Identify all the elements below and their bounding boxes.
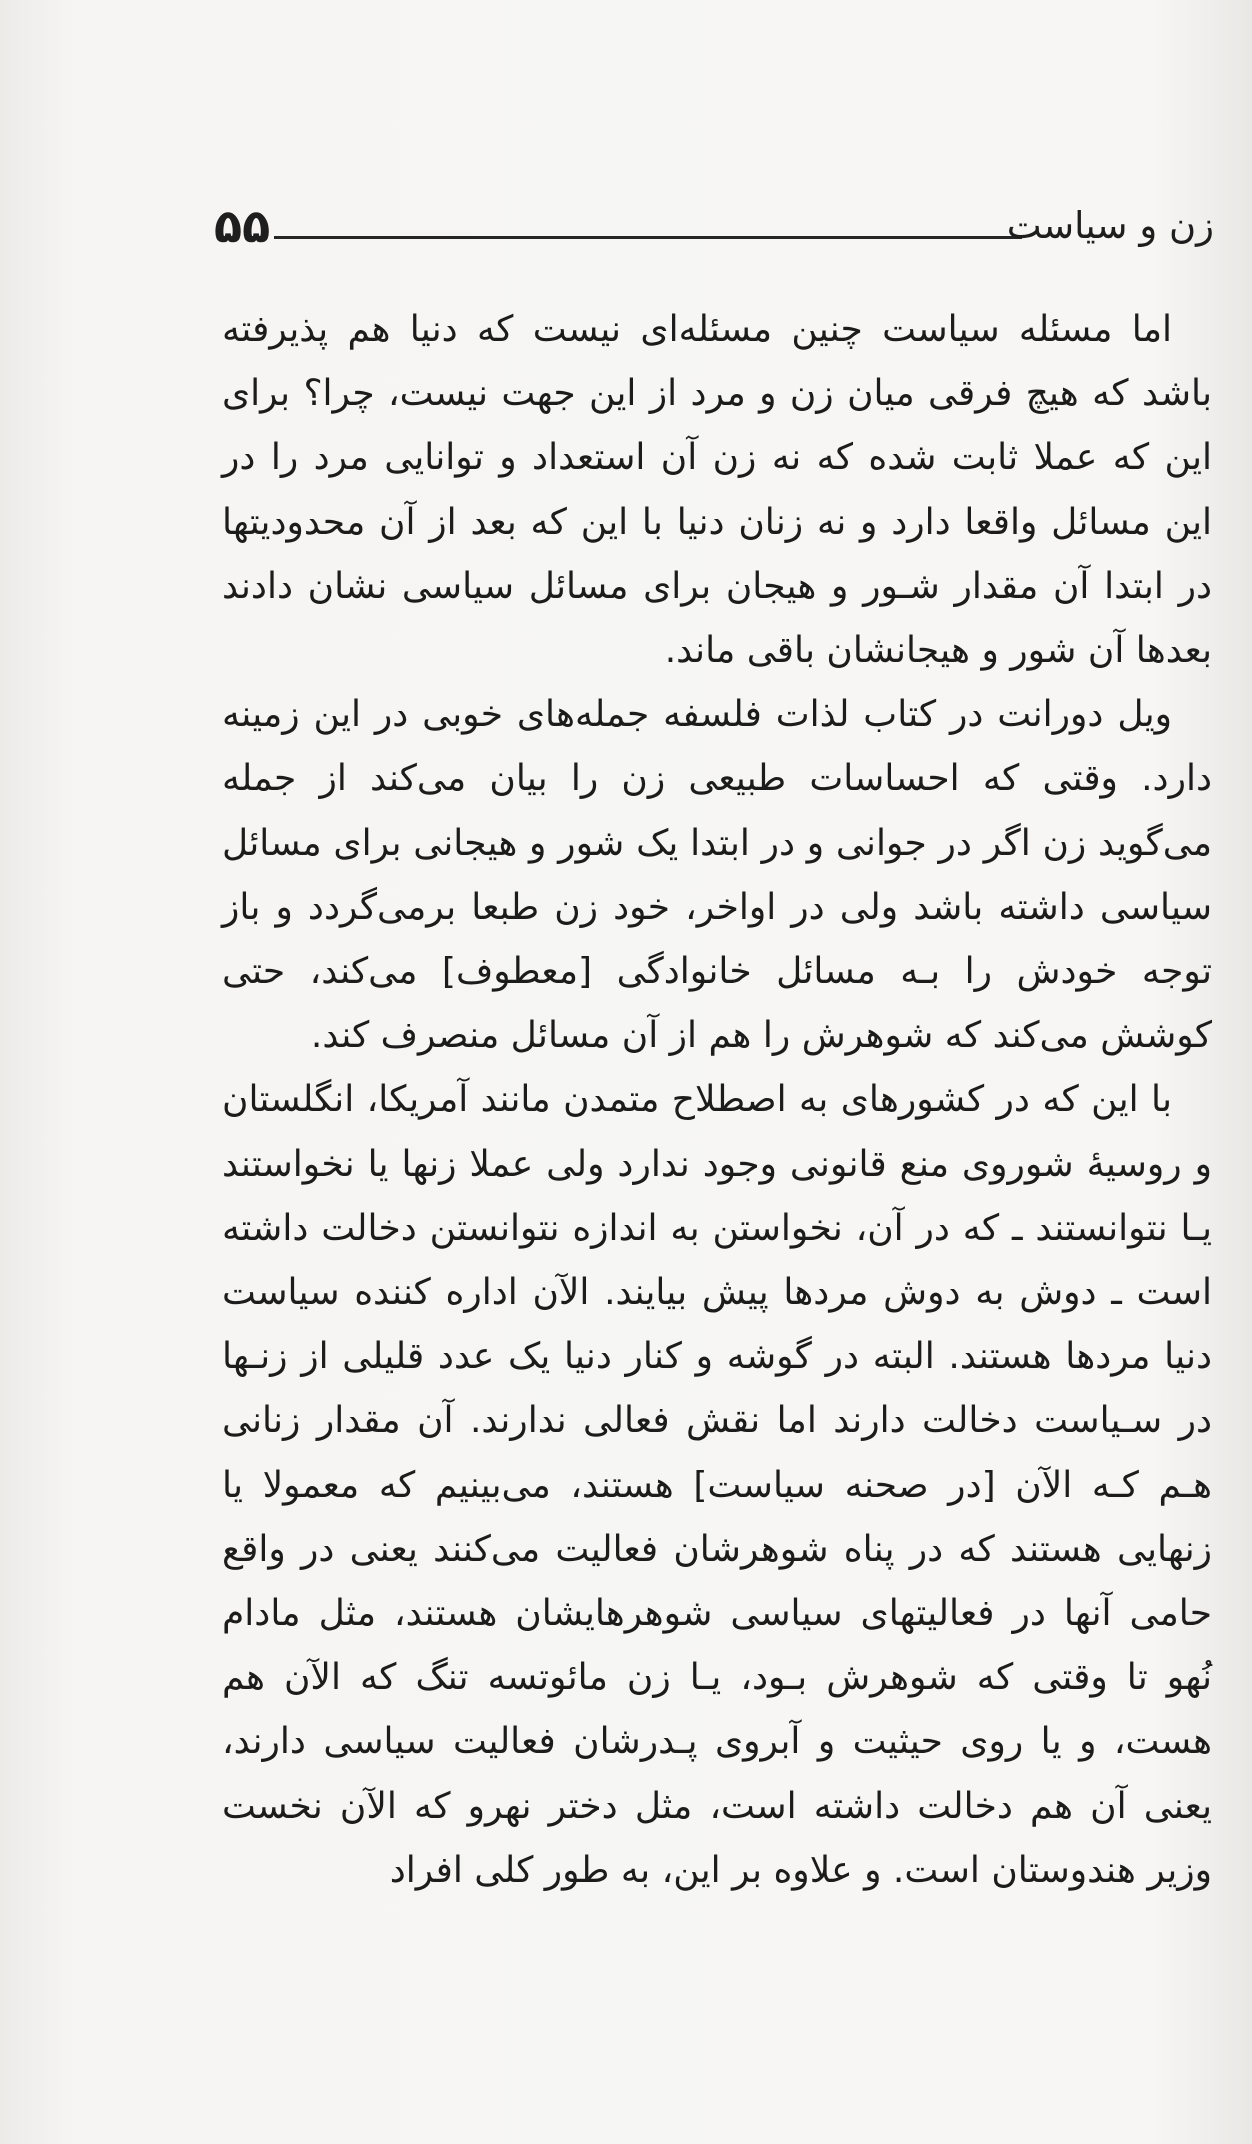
paragraph-2: ویل دورانت در کتاب لذات فلسفه جمله‌های خوبی در این زمینه دارد. وقتی که احساسات طبیعی زن را بیان می‌کند از جمله می‌گوید زن اگر در جوانی و در ابتدا یک شور و هیجانی برای مسائل سیاسی داشته باشد ولی در اواخر، خود زن طبعا برمی‌گردد و باز توجه خودش را بـه مسائل خانوادگی [معطوف] می‌کند، حتی کوشش می‌کند که شوهرش را هم از آن مسائل منصرف کند. — [222, 694, 1212, 1057]
header-rule — [274, 236, 1022, 239]
page-number: ۵۵ — [214, 199, 271, 253]
body-text — [222, 298, 1212, 1903]
running-title: زن و سیاست — [1006, 204, 1214, 247]
page-header — [214, 196, 1214, 266]
paragraph-3: با این که در کشورهای به اصطلاح متمدن مانند آمریکا، انگلستان و روسیهٔ شوروی منع قانونی وجود ندارد ولی عملا زنها یا نخواستند یـا نتوانستند ـ که در آن، نخواستن به اندازه نتوانستن دخالت داشته است ـ دوش به دوش مردها پیش بیایند. الآن اداره کننده سیاست دنیا مردها هستند. البته در گوشه و کنار دنیا یک عدد قلیلی از زنـها در سـیاست دخالت دارند اما نقش فعالی ندارند. آن مقدار زنانی هـم کـه الآن [در صحنه سیاست] هستند، می‌بینیم که معمولا یا زنهایی هستند که در پناه شوهرشان فعالیت می‌کنند یعنی در واقع حامی آنها در فعالیتهای سیاسی شوهرهایشان هستند، مثل مادام نُهو تا وقتی که شوهرش بـود، یـا زن مائوتسه تنگ که الآن هم هست، و یا روی حیثیت و آبروی پـدرشان فعالیت سیاسی دارند، یعنی آن هم دخالت داشته است، مثل دختر نهرو که الآن نخست وزیر هندوستان است. و علاوه بر این، به طور کلی افراد — [222, 1079, 1212, 1891]
paragraph-1: اما مسئله سیاست چنین مسئله‌ای نیست که دنیا هم پذیرفته باشد که هیچ فرقی میان زن و مرد از این جهت نیست، چرا؟ برای این که عملا ثابت شده که نه زن آن استعداد و توانایی مرد را در این مسائل واقعا دارد و نه زنان دنیا با این که بعد از آن محدودیتها در ابتدا آن مقدار شـور و هیجان برای مسائل سیاسی نشان دادند بعدها آن شور و هیجانشان باقی ماند. — [222, 309, 1212, 672]
